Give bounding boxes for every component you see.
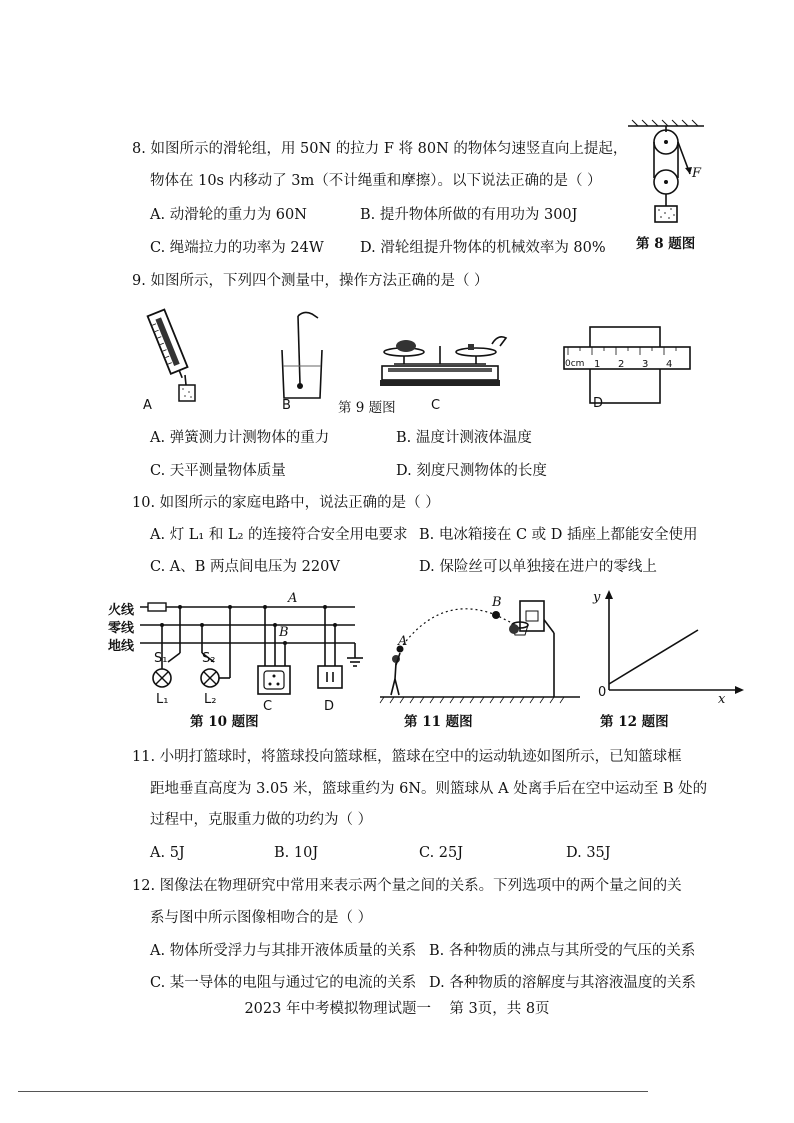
q11-stem-line2: 距地垂直高度为 3.05 米，篮球重约为 6N。则篮球从 A 处离手后在空中运动至 B 处的 (150, 781, 708, 797)
q9-option-b: B. 温度计测液体温度 (396, 430, 532, 446)
q8-figure-caption: 第 8 题图 (636, 236, 696, 252)
socket-d-label: D (324, 699, 335, 714)
q11-option-c: C. 25J (419, 845, 464, 861)
q9-option-a: A. 弹簧测力计测物体的重力 (150, 430, 330, 446)
bottom-rule (18, 1091, 648, 1092)
q9-figure-caption: 第 9 题图 (338, 400, 396, 416)
q12-figure-caption: 第 12 题图 (600, 714, 669, 730)
q11-option-a: A. 5J (150, 845, 185, 861)
lamp-l1-label: L₁ (156, 692, 169, 707)
q9-label-c: C (431, 398, 441, 413)
wire-ground-label: 地线 (108, 639, 135, 654)
circuit-point-b: B (279, 625, 289, 640)
q9-label-a: A (143, 398, 152, 413)
graph-origin: 0 (598, 685, 607, 700)
q9-stem: 9. 如图所示，下列四个测量中，操作方法正确的是（ ） (132, 273, 489, 289)
q8-option-b: B. 提升物体所做的有用功为 300J (360, 207, 578, 223)
q10-stem: 10. 如图所示的家庭电路中，说法正确的是（ ） (132, 495, 440, 511)
graph-axis-y: y (593, 590, 601, 605)
graph-axis-x: x (718, 692, 726, 707)
circuit-figure (140, 598, 370, 698)
q9-option-d: D. 刻度尺测物体的长度 (396, 463, 547, 479)
q9-option-c: C. 天平测量物体质量 (150, 463, 286, 479)
spring-scale-figure (140, 305, 200, 405)
pulley-figure (628, 120, 718, 230)
socket-c-label: C (263, 699, 273, 714)
q12-option-d: D. 各种物质的溶解度与其溶液温度的关系 (429, 975, 696, 991)
q8-force-label: F (692, 166, 702, 181)
q12-stem-line1: 12. 图像法在物理研究中常用来表示两个量之间的关系。下列选项中的两个量之间的关 (132, 878, 682, 894)
ruler-tick-2: 2 (618, 359, 625, 370)
q8-stem-line1: 8. 如图所示的滑轮组，用 50N 的拉力 F 将 80N 的物体匀速竖直向上提起， (132, 141, 628, 157)
balance-figure (380, 330, 510, 390)
basketball-figure (380, 595, 580, 705)
lamp-l2-label: L₂ (204, 692, 217, 707)
ruler-tick-3: 3 (642, 359, 649, 370)
thermometer-beaker-figure (278, 310, 328, 400)
wire-live-label: 火线 (108, 603, 135, 618)
q11-option-b: B. 10J (274, 845, 319, 861)
trajectory-point-a: A (398, 634, 408, 649)
q10-option-b: B. 电冰箱接在 C 或 D 插座上都能安全使用 (419, 527, 698, 543)
q8-option-c: C. 绳端拉力的功率为 24W (150, 240, 324, 256)
q10-option-a: A. 灯 L₁ 和 L₂ 的连接符合安全用电要求 (150, 527, 408, 543)
q12-option-b: B. 各种物质的沸点与其所受的气压的关系 (429, 943, 696, 959)
q12-stem-line2: 系与图中所示图像相吻合的是（ ） (150, 910, 373, 926)
q9-label-b: B (282, 398, 291, 413)
page-footer: 2023 年中考模拟物理试题一 第 3页，共 8页 (244, 1001, 550, 1017)
q12-option-a: A. 物体所受浮力与其排开液体质量的关系 (150, 943, 417, 959)
q11-option-d: D. 35J (566, 845, 611, 861)
q10-option-d: D. 保险丝可以单独接在进户的零线上 (419, 559, 657, 575)
ruler-tick-0: 0cm (565, 359, 585, 369)
q11-figure-caption: 第 11 题图 (404, 714, 473, 730)
ruler-tick-4: 4 (666, 359, 673, 370)
q8-stem-line2: 物体在 10s 内移动了 3m（不计绳重和摩擦）。以下说法正确的是（ ） (150, 173, 602, 189)
q8-option-d: D. 滑轮组提升物体的机械效率为 80% (360, 240, 606, 256)
q10-option-c: C. A、B 两点间电压为 220V (150, 559, 340, 575)
q11-stem-line1: 11. 小明打篮球时，将篮球投向篮球框，篮球在空中的运动轨迹如图所示，已知篮球框 (132, 749, 682, 765)
q9-label-d: D (593, 396, 604, 411)
q8-option-a: A. 动滑轮的重力为 60N (150, 207, 307, 223)
ruler-tick-1: 1 (594, 359, 601, 370)
q10-figure-caption: 第 10 题图 (190, 714, 259, 730)
q12-option-c: C. 某一导体的电阻与通过它的电流的关系 (150, 975, 417, 991)
circuit-point-a: A (288, 591, 298, 606)
wire-neutral-label: 零线 (108, 621, 135, 636)
switch-s2-label: S₂ (202, 651, 216, 666)
q11-stem-line3: 过程中，克服重力做的功约为（ ） (150, 812, 373, 828)
switch-s1-label: S₁ (154, 651, 168, 666)
linear-graph-figure (594, 590, 744, 700)
trajectory-point-b: B (492, 595, 502, 610)
